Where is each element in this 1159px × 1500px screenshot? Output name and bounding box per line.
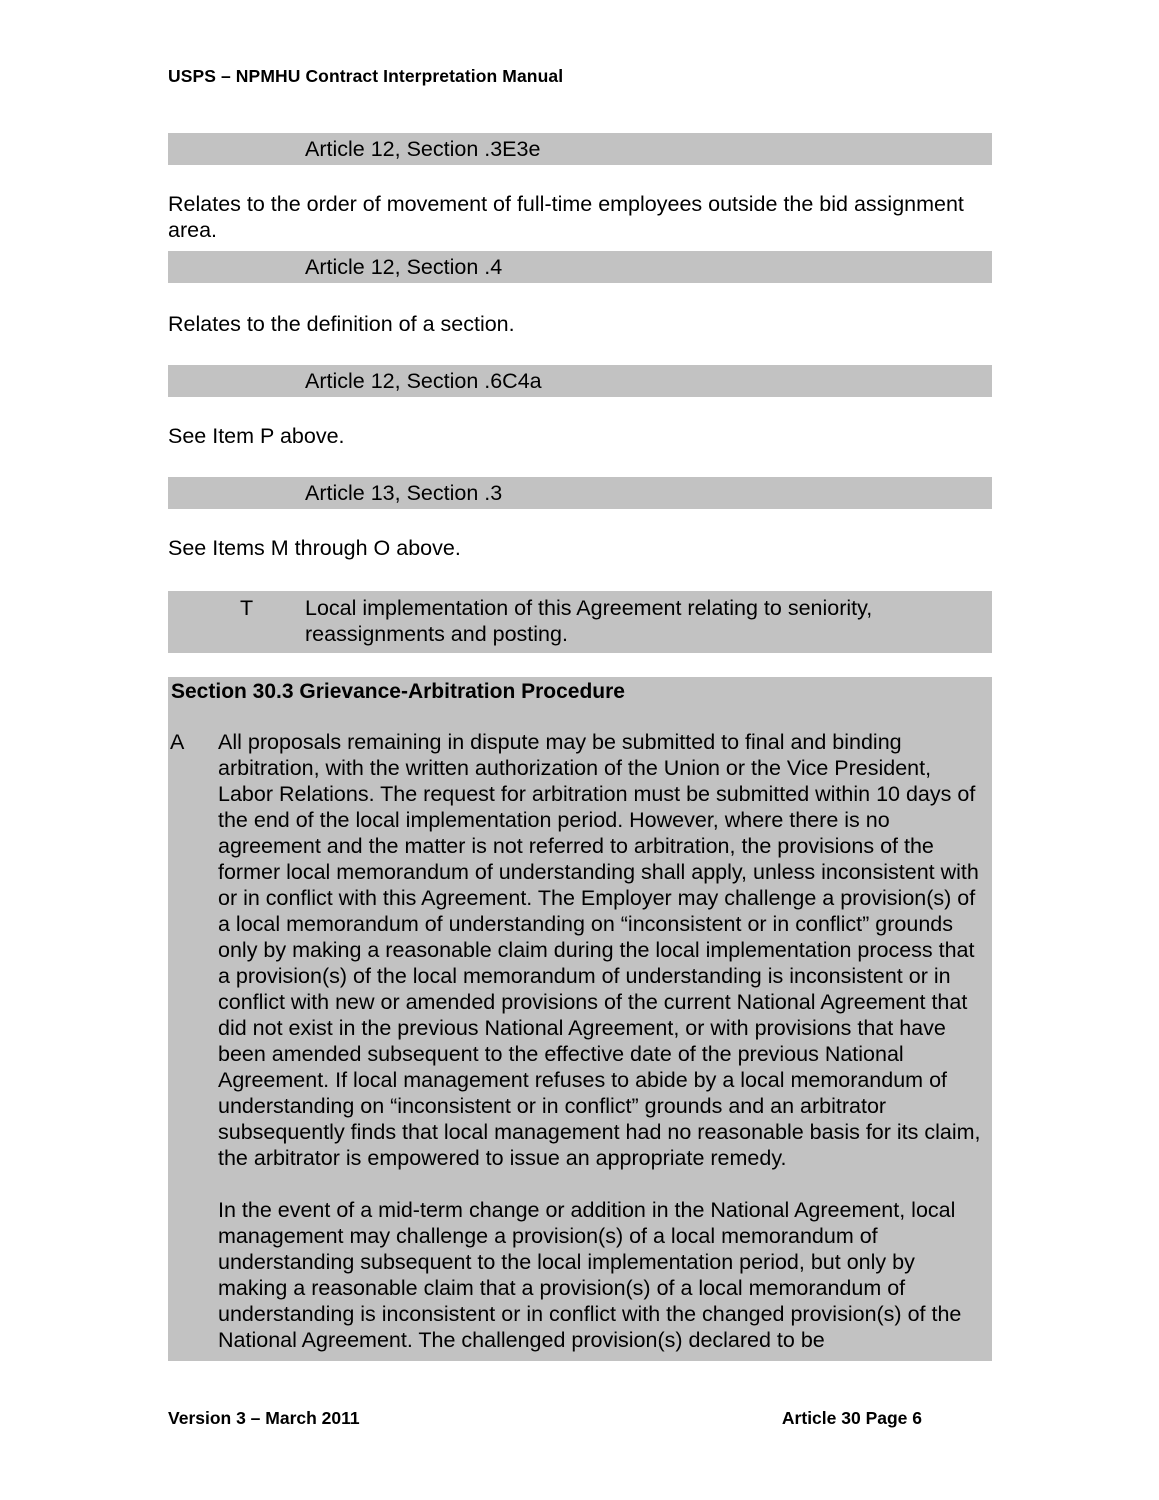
paragraph-arbitration-proposals: All proposals remaining in dispute may be submitted to final and binding arbitration, with the written authorization of the Union or the Vice President, Labor Relations. The request for arbitration must be submitted within 10 days of the end of the local implementation period. However, where there is no agreement and the matter is not referred to arbitration, the provisions of the former local memorandum of understanding shall apply, unless inconsistent with or in conflict with this Agreement. The Employer may challenge a provision(s) of a local memorandum of understanding on “inconsistent or in conflict” grounds only by making a reasonable claim during the local implementation process that a provision(s) of the local memorandum of understanding is inconsistent or in conflict with new or amended provisions of the current National Agreement that did not exist in the previous National Agreement, or with provisions that have been amended subsequent to the effective date of the previous National Agreement. If local management refuses to abide by a local memorandum of understanding on “inconsistent or in conflict” grounds and an arbitrator subsequently finds that local management had no reasonable basis for its claim, the arbitrator is empowered to issue an appropriate remedy.	[218, 730, 981, 1170]
section-banner-article-12-4	[168, 251, 992, 283]
spacer	[168, 165, 992, 191]
spacer	[168, 243, 992, 251]
spacer	[168, 397, 992, 423]
item-text: Local implementation of this Agreement relating to seniority, reassignments and posting.	[305, 596, 873, 646]
section-30-3-block	[168, 677, 992, 1361]
paragraph-see-items-m-through-o: See Items M through O above.	[168, 535, 992, 561]
spacer	[168, 449, 992, 477]
banner-label: Article 12, Section .6C4a	[305, 369, 542, 393]
banner-label: Article 12, Section .3E3e	[305, 137, 541, 161]
section-banner-article-13-3	[168, 477, 992, 509]
spacer	[168, 561, 992, 591]
list-item-t	[168, 591, 992, 653]
section-title: Section 30.3 Grievance-Arbitration Procedure	[171, 680, 625, 703]
spacer	[168, 283, 992, 311]
paragraph-see-item-p: See Item P above.	[168, 423, 992, 449]
spacer	[168, 707, 992, 729]
list-item-a	[168, 729, 992, 1353]
footer-page-number: Article 30 Page 6	[781, 1408, 922, 1428]
item-letter: T	[240, 596, 254, 620]
banner-label: Article 13, Section .3	[305, 481, 503, 505]
spacer	[168, 337, 992, 365]
item-letter: A	[170, 730, 185, 754]
paragraph-relates-order-movement: Relates to the order of movement of full-time employees outside the bid assignment area.	[168, 191, 992, 243]
spacer	[168, 509, 992, 535]
document-content	[168, 133, 992, 1361]
spacer	[168, 1353, 992, 1361]
spacer	[168, 653, 992, 677]
section-banner-article-12-3e3e	[168, 133, 992, 165]
paragraph-mid-term-change: In the event of a mid-term change or addition in the National Agreement, local management may challenge a provision(s) of a local memorandum of understanding subsequent to the local implementation period, but only by making a reasonable claim that a provision(s) of a local memorandum of understanding is inconsistent or in conflict with the changed provision(s) of the National Agreement. The challenged provision(s) declared to be	[218, 1198, 962, 1352]
banner-label: Article 12, Section .4	[305, 255, 503, 279]
item-text	[218, 729, 984, 1353]
section-banner-article-12-6c4a	[168, 365, 992, 397]
page-footer	[168, 1408, 992, 1429]
footer-version: Version 3 – March 2011	[168, 1408, 360, 1428]
running-header: USPS – NPMHU Contract Interpretation Manual	[168, 66, 564, 86]
paragraph-relates-definition-section: Relates to the definition of a section.	[168, 311, 992, 337]
